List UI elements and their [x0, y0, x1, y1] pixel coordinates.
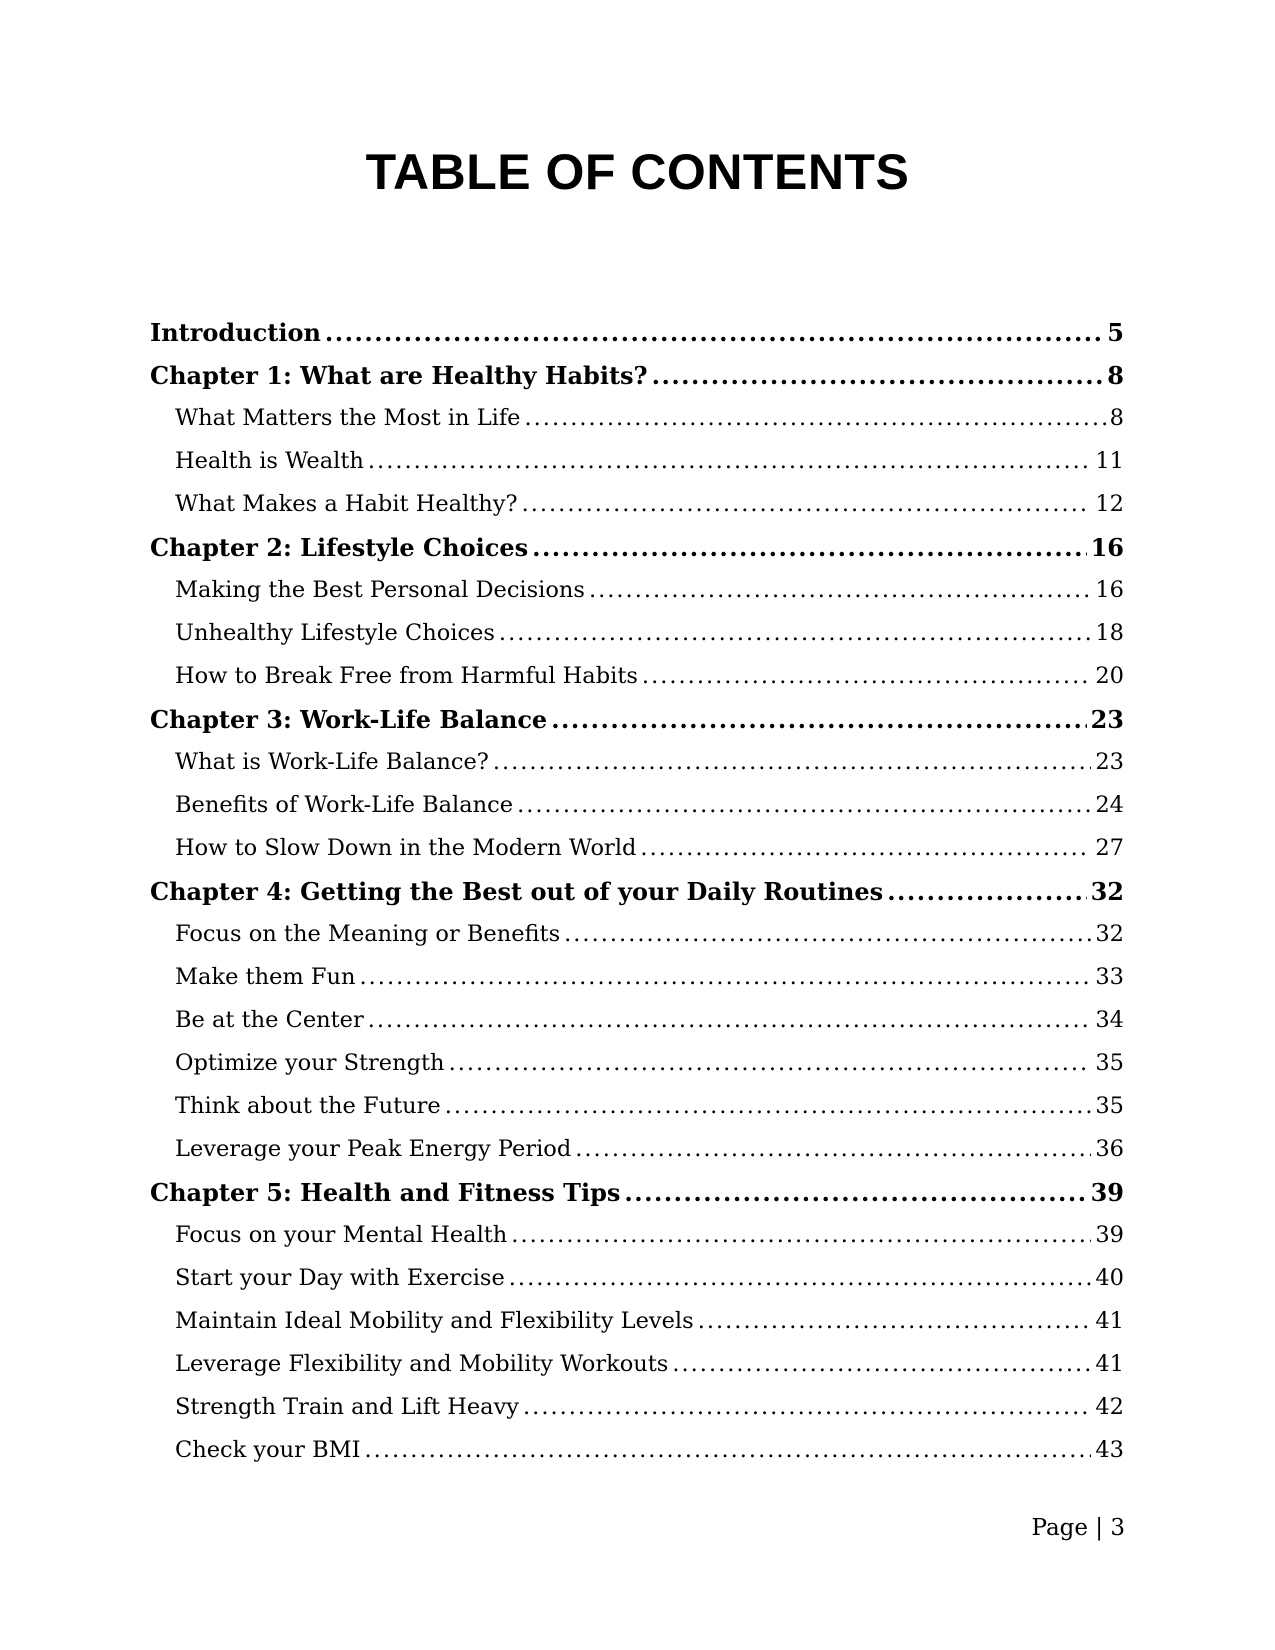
toc-entry-page-number: 32	[1090, 877, 1124, 906]
toc-section-entry[interactable]	[150, 956, 1124, 999]
toc-dot-leader	[624, 1171, 1086, 1214]
toc-dot-leader	[523, 1386, 1091, 1429]
toc-entry-label: Unhealthy Lifestyle Choices	[175, 620, 495, 646]
toc-entry-page-number: 27	[1095, 835, 1124, 861]
toc-dot-leader	[325, 311, 1103, 354]
page-title: TABLE OF CONTENTS	[365, 144, 910, 200]
toc-section-entry[interactable]	[150, 655, 1124, 698]
toc-section-entry[interactable]	[150, 999, 1124, 1042]
toc-entry-page-number: 5	[1107, 318, 1124, 347]
toc-entry-page-number: 34	[1095, 1007, 1124, 1033]
toc-entry-page-number: 11	[1095, 448, 1124, 474]
page-number-footer: Page | 3	[1031, 1515, 1125, 1541]
toc-dot-leader	[672, 1343, 1091, 1386]
toc-entry-page-number: 16	[1095, 577, 1124, 603]
toc-section-entry[interactable]	[150, 1300, 1124, 1343]
toc-entry-page-number: 20	[1095, 663, 1124, 689]
toc-entry-page-number: 24	[1095, 792, 1124, 818]
toc-entry-label: What Makes a Habit Healthy?	[175, 491, 518, 517]
toc-dot-leader	[368, 999, 1092, 1042]
toc-dot-leader	[499, 612, 1091, 655]
toc-section-entry[interactable]	[150, 483, 1124, 526]
toc-entry-label: Be at the Center	[175, 1007, 364, 1033]
toc-chapter-entry[interactable]	[150, 526, 1124, 569]
toc-dot-leader	[564, 913, 1091, 956]
toc-dot-leader	[517, 784, 1091, 827]
toc-entry-page-number: 8	[1107, 361, 1124, 390]
toc-section-entry[interactable]	[150, 741, 1124, 784]
toc-section-entry[interactable]	[150, 569, 1124, 612]
toc-entry-page-number: 39	[1090, 1178, 1124, 1207]
toc-dot-leader	[449, 1042, 1092, 1085]
toc-dot-leader	[524, 397, 1105, 440]
toc-chapter-entry[interactable]	[150, 1171, 1124, 1214]
toc-entry-page-number: 36	[1095, 1136, 1124, 1162]
toc-section-entry[interactable]	[150, 1128, 1124, 1171]
toc-entry-label: Chapter 5: Health and Fitness Tips	[150, 1178, 621, 1207]
toc-dot-leader	[493, 741, 1092, 784]
toc-entry-page-number: 12	[1095, 491, 1124, 517]
toc-section-entry[interactable]	[150, 1386, 1124, 1429]
toc-section-entry[interactable]	[150, 1042, 1124, 1085]
toc-entry-label: Health is Wealth	[175, 448, 364, 474]
toc-entry-label: Think about the Future	[175, 1093, 441, 1119]
toc-entry-page-number: 41	[1095, 1351, 1124, 1377]
toc-section-entry[interactable]	[150, 1085, 1124, 1128]
toc-section-entry[interactable]	[150, 1429, 1124, 1472]
toc-entry-label: Leverage your Peak Energy Period	[175, 1136, 572, 1162]
toc-entry-label: Maintain Ideal Mobility and Flexibility Levels	[175, 1308, 694, 1334]
toc-section-entry[interactable]	[150, 1214, 1124, 1257]
toc-section-entry[interactable]	[150, 913, 1124, 956]
toc-dot-leader	[551, 698, 1086, 741]
toc-entry-page-number: 33	[1095, 964, 1124, 990]
toc-entry-page-number: 23	[1095, 749, 1124, 775]
toc-dot-leader	[532, 526, 1087, 569]
toc-entry-label: Introduction	[150, 318, 321, 347]
toc-entry-label: Benefits of Work-Life Balance	[175, 792, 514, 818]
toc-chapter-entry[interactable]	[150, 354, 1124, 397]
toc-dot-leader	[642, 655, 1091, 698]
toc-entry-page-number: 8	[1109, 405, 1124, 431]
toc-dot-leader	[368, 440, 1091, 483]
toc-entry-page-number: 23	[1090, 705, 1124, 734]
toc-entry-page-number: 32	[1095, 921, 1124, 947]
toc-entry-label: Check your BMI	[175, 1437, 361, 1463]
toc-chapter-entry[interactable]	[150, 870, 1124, 913]
toc-entry-label: Strength Train and Lift Heavy	[175, 1394, 520, 1420]
toc-dot-leader	[511, 1214, 1091, 1257]
toc-section-entry[interactable]	[150, 1257, 1124, 1300]
toc-dot-leader	[640, 827, 1091, 870]
toc-dot-leader	[359, 956, 1091, 999]
toc-entry-page-number: 18	[1095, 620, 1124, 646]
toc-entry-label: Leverage Flexibility and Mobility Workouts	[175, 1351, 669, 1377]
toc-section-entry[interactable]	[150, 440, 1124, 483]
toc-entry-page-number: 35	[1095, 1093, 1124, 1119]
toc-entry-page-number: 40	[1095, 1265, 1124, 1291]
toc-entry-label: Chapter 3: Work-Life Balance	[150, 705, 548, 734]
toc-entry-label: How to Break Free from Harmful Habits	[175, 663, 638, 689]
table-of-contents	[150, 311, 1124, 1472]
toc-dot-leader	[509, 1257, 1092, 1300]
toc-entry-label: Start your Day with Exercise	[175, 1265, 505, 1291]
toc-entry-label: Focus on the Meaning or Benefits	[175, 921, 561, 947]
toc-entry-label: What is Work-Life Balance?	[175, 749, 489, 775]
toc-entry-label: What Matters the Most in Life	[175, 405, 521, 431]
toc-section-entry[interactable]	[150, 397, 1124, 440]
toc-chapter-entry[interactable]	[150, 698, 1124, 741]
toc-entry-page-number: 41	[1095, 1308, 1124, 1334]
toc-dot-leader	[365, 1429, 1092, 1472]
toc-entry-label: Chapter 2: Lifestyle Choices	[150, 533, 529, 562]
toc-dot-leader	[589, 569, 1091, 612]
toc-section-entry[interactable]	[150, 784, 1124, 827]
toc-section-entry[interactable]	[150, 612, 1124, 655]
toc-entry-page-number: 35	[1095, 1050, 1124, 1076]
toc-entry-page-number: 42	[1095, 1394, 1124, 1420]
toc-entry-page-number: 16	[1090, 533, 1124, 562]
toc-dot-leader	[575, 1128, 1091, 1171]
toc-entry-label: Chapter 4: Getting the Best out of your Daily Routines	[150, 877, 884, 906]
toc-entry-page-number: 39	[1095, 1222, 1124, 1248]
toc-entry-label: Making the Best Personal Decisions	[175, 577, 585, 603]
toc-section-entry[interactable]	[150, 827, 1124, 870]
toc-dot-leader	[522, 483, 1092, 526]
toc-entry-page-number: 43	[1095, 1437, 1124, 1463]
toc-entry-label: Optimize your Strength	[175, 1050, 445, 1076]
toc-dot-leader	[887, 870, 1086, 913]
toc-entry-label: Make them Fun	[175, 964, 356, 990]
toc-dot-leader	[445, 1085, 1092, 1128]
toc-chapter-entry[interactable]	[150, 311, 1124, 354]
toc-entry-label: How to Slow Down in the Modern World	[175, 835, 637, 861]
toc-dot-leader	[652, 354, 1104, 397]
toc-entry-label: Chapter 1: What are Healthy Habits?	[150, 361, 648, 390]
toc-entry-label: Focus on your Mental Health	[175, 1222, 508, 1248]
toc-dot-leader	[698, 1300, 1092, 1343]
toc-section-entry[interactable]	[150, 1343, 1124, 1386]
